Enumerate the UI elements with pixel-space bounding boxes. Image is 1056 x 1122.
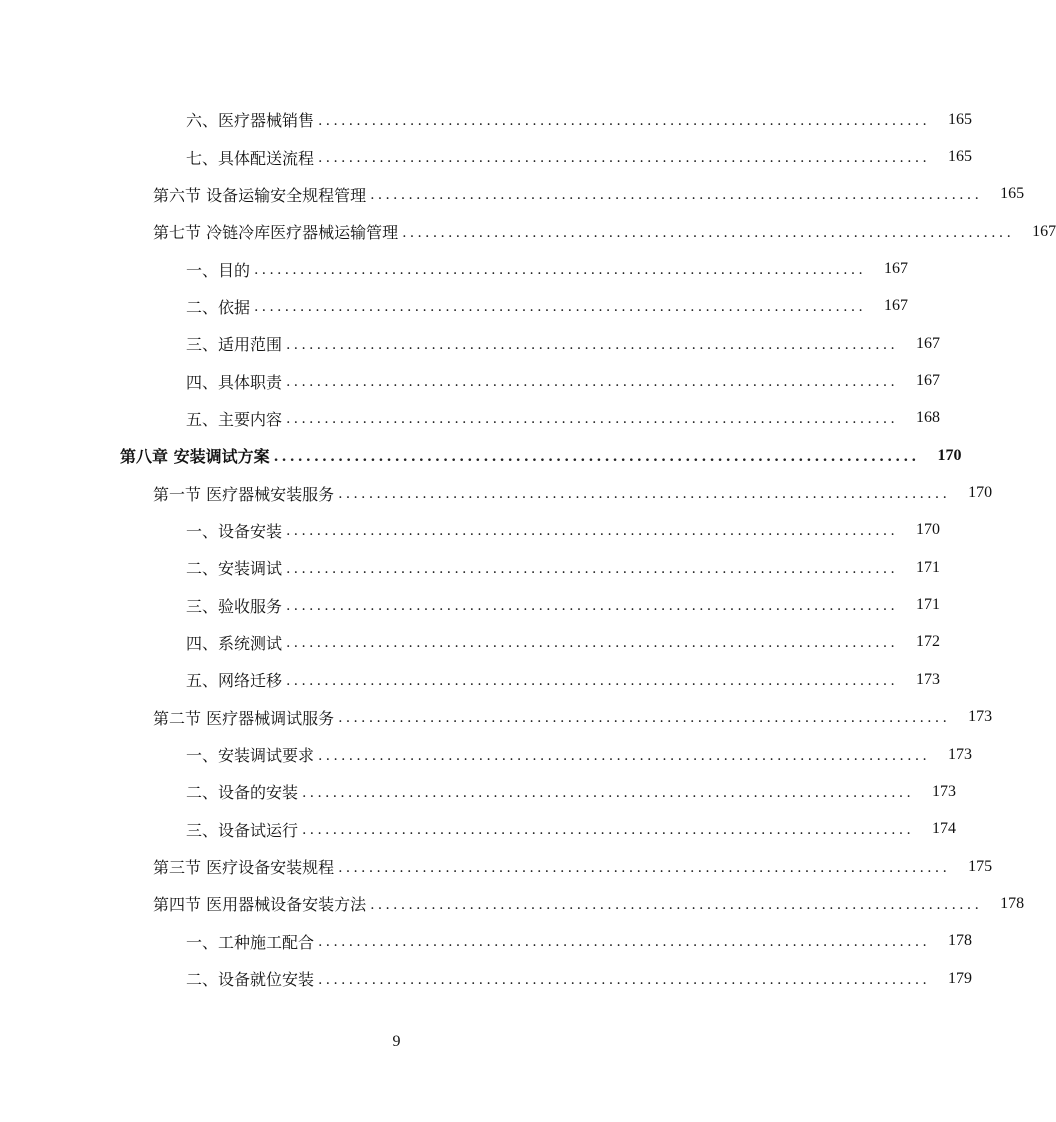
dot-leader: ................................................................................ bbox=[318, 971, 931, 988]
toc-entry-page-number: 173 bbox=[948, 745, 973, 763]
toc-entry-page-number: 170 bbox=[937, 446, 962, 464]
toc-entry-page-number: 175 bbox=[968, 857, 993, 875]
toc-entry-item[interactable] bbox=[0, 624, 941, 661]
table-of-contents bbox=[0, 101, 1056, 997]
toc-entry-item[interactable] bbox=[0, 288, 909, 325]
toc-entry-item[interactable] bbox=[0, 325, 941, 362]
dot-leader: ................................................................................ bbox=[254, 262, 867, 279]
toc-entry-label: 三、验收服务 bbox=[186, 596, 283, 616]
dot-leader: ................................................................................ bbox=[286, 635, 899, 652]
toc-entry-page-number: 171 bbox=[916, 558, 941, 576]
toc-entry-label: 一、设备安装 bbox=[186, 521, 283, 541]
toc-entry-label: 一、工种施工配合 bbox=[186, 932, 315, 952]
toc-entry-label: 五、网络迁移 bbox=[186, 671, 283, 691]
toc-entry-page-number: 165 bbox=[948, 148, 973, 166]
toc-entry-page-number: 167 bbox=[884, 297, 909, 315]
toc-entry-label: 四、系统测试 bbox=[186, 633, 283, 653]
toc-entry-item[interactable] bbox=[0, 586, 941, 623]
toc-entry-label: 二、安装调试 bbox=[186, 559, 283, 579]
toc-entry-label: 一、安装调试要求 bbox=[186, 746, 315, 766]
toc-entry-page-number: 173 bbox=[916, 670, 941, 688]
dot-leader: ................................................................................ bbox=[318, 150, 931, 167]
toc-entry-section[interactable] bbox=[0, 848, 993, 885]
toc-entry-label: 二、设备就位安装 bbox=[186, 970, 315, 990]
toc-entry-page-number: 173 bbox=[932, 782, 957, 800]
toc-entry-label: 第六节 设备运输安全规程管理 bbox=[153, 185, 367, 205]
toc-entry-page-number: 179 bbox=[948, 969, 973, 987]
toc-entry-section[interactable] bbox=[0, 699, 993, 736]
dot-leader: ................................................................................ bbox=[370, 896, 983, 913]
toc-entry-label: 第一节 医疗器械安装服务 bbox=[153, 484, 335, 504]
toc-entry-section[interactable] bbox=[0, 474, 993, 511]
toc-entry-item[interactable] bbox=[0, 138, 973, 175]
toc-entry-page-number: 170 bbox=[916, 521, 941, 539]
dot-leader: ................................................................................ bbox=[318, 934, 931, 951]
toc-entry-page-number: 173 bbox=[968, 708, 993, 726]
toc-entry-section[interactable] bbox=[0, 176, 1025, 213]
dot-leader: ................................................................................ bbox=[338, 486, 951, 503]
toc-entry-item[interactable] bbox=[0, 773, 957, 810]
toc-entry-label: 六、医疗器械销售 bbox=[186, 111, 315, 131]
toc-entry-item[interactable] bbox=[0, 811, 957, 848]
toc-entry-label: 第七节 冷链冷库医疗器械运输管理 bbox=[153, 223, 399, 243]
toc-entry-item[interactable] bbox=[0, 736, 973, 773]
dot-leader: ................................................................................ bbox=[273, 448, 920, 465]
toc-entry-item[interactable] bbox=[0, 400, 941, 437]
toc-entry-label: 五、主要内容 bbox=[186, 409, 283, 429]
toc-entry-label: 四、具体职责 bbox=[186, 372, 283, 392]
dot-leader: ................................................................................ bbox=[318, 747, 931, 764]
toc-entry-page-number: 170 bbox=[968, 484, 993, 502]
dot-leader: ................................................................................ bbox=[254, 299, 867, 316]
toc-entry-label: 三、适用范围 bbox=[186, 335, 283, 355]
toc-entry-label: 第四节 医用器械设备安装方法 bbox=[153, 895, 367, 915]
toc-entry-page-number: 167 bbox=[916, 372, 941, 390]
dot-leader: ................................................................................ bbox=[286, 672, 899, 689]
toc-entry-label: 一、目的 bbox=[186, 260, 251, 280]
toc-entry-item[interactable] bbox=[0, 101, 973, 138]
toc-entry-label: 三、设备试运行 bbox=[186, 820, 299, 840]
toc-entry-label: 七、具体配送流程 bbox=[186, 148, 315, 168]
dot-leader: ................................................................................ bbox=[302, 784, 915, 801]
dot-leader: ................................................................................ bbox=[302, 822, 915, 839]
toc-entry-page-number: 165 bbox=[1000, 185, 1025, 203]
toc-entry-page-number: 167 bbox=[1032, 222, 1056, 240]
dot-leader: ................................................................................ bbox=[286, 598, 899, 615]
dot-leader: ................................................................................ bbox=[286, 374, 899, 391]
page-number: 9 bbox=[392, 1033, 401, 1050]
dot-leader: ................................................................................ bbox=[318, 112, 931, 129]
toc-entry-item[interactable] bbox=[0, 960, 973, 997]
toc-entry-section[interactable] bbox=[0, 213, 1056, 250]
toc-entry-page-number: 172 bbox=[916, 633, 941, 651]
toc-entry-label: 第三节 医疗设备安装规程 bbox=[153, 858, 335, 878]
toc-entry-page-number: 171 bbox=[916, 596, 941, 614]
toc-entry-chapter[interactable] bbox=[0, 437, 962, 474]
toc-entry-page-number: 167 bbox=[884, 260, 909, 278]
dot-leader: ................................................................................ bbox=[338, 710, 951, 727]
dot-leader: ................................................................................ bbox=[370, 187, 983, 204]
dot-leader: ................................................................................ bbox=[286, 411, 899, 428]
toc-entry-label: 二、依据 bbox=[186, 297, 251, 317]
toc-entry-item[interactable] bbox=[0, 250, 909, 287]
toc-entry-item[interactable] bbox=[0, 362, 941, 399]
toc-entry-label: 第八章 安装调试方案 bbox=[120, 447, 270, 467]
dot-leader: ................................................................................ bbox=[286, 523, 899, 540]
toc-entry-page-number: 174 bbox=[932, 820, 957, 838]
dot-leader: ................................................................................ bbox=[402, 224, 1015, 241]
toc-entry-section[interactable] bbox=[0, 885, 1025, 922]
toc-entry-page-number: 178 bbox=[1000, 894, 1025, 912]
dot-leader: ................................................................................ bbox=[286, 560, 899, 577]
dot-leader: ................................................................................ bbox=[338, 859, 951, 876]
toc-entry-label: 二、设备的安装 bbox=[186, 783, 299, 803]
toc-entry-page-number: 165 bbox=[948, 110, 973, 128]
toc-entry-page-number: 167 bbox=[916, 334, 941, 352]
toc-entry-label: 第二节 医疗器械调试服务 bbox=[153, 708, 335, 728]
toc-entry-item[interactable] bbox=[0, 549, 941, 586]
toc-entry-item[interactable] bbox=[0, 512, 941, 549]
toc-entry-page-number: 178 bbox=[948, 932, 973, 950]
toc-entry-item[interactable] bbox=[0, 923, 973, 960]
dot-leader: ................................................................................ bbox=[286, 336, 899, 353]
toc-entry-page-number: 168 bbox=[916, 409, 941, 427]
toc-entry-item[interactable] bbox=[0, 661, 941, 698]
